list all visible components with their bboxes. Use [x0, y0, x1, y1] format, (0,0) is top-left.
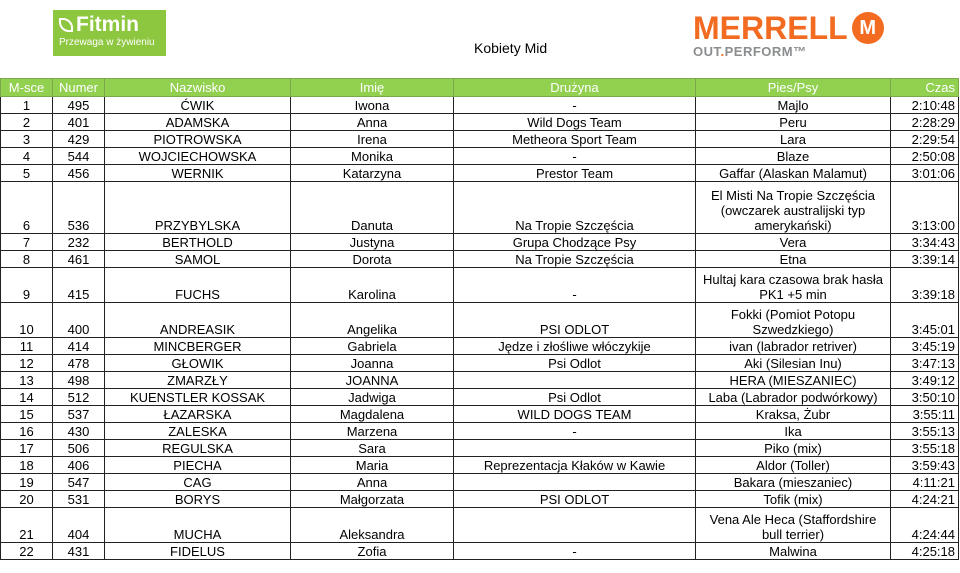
name-cell: Marzena: [291, 423, 454, 440]
column-header-surname: Nazwisko: [105, 79, 291, 97]
team-cell: Prestor Team: [454, 165, 696, 182]
time-cell: 3:39:18: [891, 268, 959, 303]
table-row: [1, 440, 959, 457]
place-cell: 16: [1, 423, 53, 440]
table-row: [1, 508, 959, 543]
name-cell: Joanna: [291, 355, 454, 372]
number-cell: 544: [53, 148, 105, 165]
column-header-number: Numer: [53, 79, 105, 97]
number-cell: 456: [53, 165, 105, 182]
name-cell: Gabriela: [291, 338, 454, 355]
dog-cell: Vera: [696, 234, 891, 251]
table-row: [1, 389, 959, 406]
team-cell: Metheora Sport Team: [454, 131, 696, 148]
time-cell: 3:39:14: [891, 251, 959, 268]
number-cell: 401: [53, 114, 105, 131]
table-row: [1, 268, 959, 303]
name-cell: JOANNA: [291, 372, 454, 389]
surname-cell: ĆWIK: [105, 97, 291, 114]
name-cell: Irena: [291, 131, 454, 148]
table-row: [1, 165, 959, 182]
time-cell: 2:28:29: [891, 114, 959, 131]
team-cell: PSI ODLOT: [454, 303, 696, 338]
time-cell: 4:11:21: [891, 474, 959, 491]
time-cell: 4:24:21: [891, 491, 959, 508]
number-cell: 506: [53, 440, 105, 457]
dog-cell: Piko (mix): [696, 440, 891, 457]
time-cell: 4:24:44: [891, 508, 959, 543]
table-row: [1, 148, 959, 165]
number-cell: 406: [53, 457, 105, 474]
team-cell: -: [454, 148, 696, 165]
place-cell: 2: [1, 114, 53, 131]
number-cell: 531: [53, 491, 105, 508]
table-row: [1, 182, 959, 234]
number-cell: 536: [53, 182, 105, 234]
table-row: [1, 372, 959, 389]
table-row: [1, 114, 959, 131]
time-cell: 3:55:18: [891, 440, 959, 457]
table-row: [1, 543, 959, 560]
dog-cell: Tofik (mix): [696, 491, 891, 508]
time-cell: 2:50:08: [891, 148, 959, 165]
team-cell: [454, 440, 696, 457]
team-cell: Grupa Chodzące Psy: [454, 234, 696, 251]
surname-cell: GŁOWIK: [105, 355, 291, 372]
team-cell: -: [454, 268, 696, 303]
time-cell: 3:50:10: [891, 389, 959, 406]
place-cell: 7: [1, 234, 53, 251]
dog-cell: Fokki (Pomiot Potopu Szwedzkiego): [696, 303, 891, 338]
time-cell: 3:49:12: [891, 372, 959, 389]
surname-cell: CAG: [105, 474, 291, 491]
column-header-name: Imię: [291, 79, 454, 97]
time-cell: 3:45:19: [891, 338, 959, 355]
fitmin-logo-tagline: Przewaga w żywieniu: [59, 37, 155, 48]
leaf-icon: [59, 18, 73, 32]
name-cell: Anna: [291, 474, 454, 491]
team-cell: -: [454, 543, 696, 560]
time-cell: 3:01:06: [891, 165, 959, 182]
surname-cell: FIDELUS: [105, 543, 291, 560]
time-cell: 3:47:13: [891, 355, 959, 372]
team-cell: Reprezentacja Kłaków w Kawie: [454, 457, 696, 474]
surname-cell: MINCBERGER: [105, 338, 291, 355]
number-cell: 498: [53, 372, 105, 389]
time-cell: 3:59:43: [891, 457, 959, 474]
team-cell: -: [454, 97, 696, 114]
dog-cell: Laba (Labrador podwórkowy): [696, 389, 891, 406]
merrell-logo-tagline: OUT.PERFORM™: [693, 44, 807, 59]
table-row: [1, 251, 959, 268]
surname-cell: ZALESKA: [105, 423, 291, 440]
time-cell: 3:55:13: [891, 423, 959, 440]
team-cell: [454, 372, 696, 389]
name-cell: Anna: [291, 114, 454, 131]
name-cell: Dorota: [291, 251, 454, 268]
page-header: [0, 0, 960, 78]
place-cell: 6: [1, 182, 53, 234]
number-cell: 232: [53, 234, 105, 251]
results-table-body: [1, 97, 959, 560]
place-cell: 4: [1, 148, 53, 165]
surname-cell: BORYS: [105, 491, 291, 508]
place-cell: 9: [1, 268, 53, 303]
place-cell: 5: [1, 165, 53, 182]
number-cell: 429: [53, 131, 105, 148]
surname-cell: PRZYBYLSKA: [105, 182, 291, 234]
merrell-logo-name: MERRELL: [693, 10, 848, 46]
table-row: [1, 457, 959, 474]
dog-cell: Ika: [696, 423, 891, 440]
dog-cell: Peru: [696, 114, 891, 131]
table-row: [1, 338, 959, 355]
surname-cell: BERTHOLD: [105, 234, 291, 251]
table-row: [1, 303, 959, 338]
dog-cell: Aldor (Toller): [696, 457, 891, 474]
results-table: [0, 78, 959, 560]
surname-cell: REGULSKA: [105, 440, 291, 457]
name-cell: Katarzyna: [291, 165, 454, 182]
time-cell: 3:34:43: [891, 234, 959, 251]
dog-cell: Malwina: [696, 543, 891, 560]
surname-cell: MUCHA: [105, 508, 291, 543]
number-cell: 537: [53, 406, 105, 423]
number-cell: 415: [53, 268, 105, 303]
place-cell: 22: [1, 543, 53, 560]
name-cell: Angelika: [291, 303, 454, 338]
name-cell: Sara: [291, 440, 454, 457]
dog-cell: Vena Ale Heca (Staffordshire bull terrier): [696, 508, 891, 543]
table-row: [1, 491, 959, 508]
dog-cell: ivan (labrador retriver): [696, 338, 891, 355]
number-cell: 512: [53, 389, 105, 406]
team-cell: Wild Dogs Team: [454, 114, 696, 131]
dog-cell: Gaffar (Alaskan Malamut): [696, 165, 891, 182]
column-header-dog: Pies/Psy: [696, 79, 891, 97]
time-cell: 2:10:48: [891, 97, 959, 114]
surname-cell: ŁAZARSKA: [105, 406, 291, 423]
column-header-team: Drużyna: [454, 79, 696, 97]
number-cell: 461: [53, 251, 105, 268]
place-cell: 1: [1, 97, 53, 114]
place-cell: 15: [1, 406, 53, 423]
table-row: [1, 131, 959, 148]
surname-cell: PIECHA: [105, 457, 291, 474]
number-cell: 414: [53, 338, 105, 355]
name-cell: Jadwiga: [291, 389, 454, 406]
table-row: [1, 97, 959, 114]
place-cell: 8: [1, 251, 53, 268]
table-header-row: [1, 79, 959, 97]
place-cell: 17: [1, 440, 53, 457]
surname-cell: ANDREASIK: [105, 303, 291, 338]
dog-cell: Hultaj kara czasowa brak hasła PK1 +5 min: [696, 268, 891, 303]
team-cell: Na Tropie Szczęścia: [454, 182, 696, 234]
time-cell: 3:45:01: [891, 303, 959, 338]
surname-cell: ADAMSKA: [105, 114, 291, 131]
place-cell: 14: [1, 389, 53, 406]
surname-cell: PIOTROWSKA: [105, 131, 291, 148]
table-row: [1, 355, 959, 372]
number-cell: 495: [53, 97, 105, 114]
place-cell: 18: [1, 457, 53, 474]
dog-cell: El Misti Na Tropie Szczęścia (owczarek australijski typ amerykański): [696, 182, 891, 234]
name-cell: Monika: [291, 148, 454, 165]
place-cell: 12: [1, 355, 53, 372]
team-cell: WILD DOGS TEAM: [454, 406, 696, 423]
number-cell: 400: [53, 303, 105, 338]
team-cell: [454, 508, 696, 543]
time-cell: 3:13:00: [891, 182, 959, 234]
surname-cell: ZMARZŁY: [105, 372, 291, 389]
time-cell: 4:25:18: [891, 543, 959, 560]
fitmin-logo-name: Fitmin: [76, 13, 139, 36]
place-cell: 21: [1, 508, 53, 543]
team-cell: [454, 474, 696, 491]
surname-cell: KUENSTLER KOSSAK: [105, 389, 291, 406]
team-cell: PSI ODLOT: [454, 491, 696, 508]
team-cell: Psi Odlot: [454, 389, 696, 406]
name-cell: Aleksandra: [291, 508, 454, 543]
dog-cell: Aki (Silesian Inu): [696, 355, 891, 372]
number-cell: 404: [53, 508, 105, 543]
page-title: Kobiety Mid: [474, 40, 548, 56]
dog-cell: Majlo: [696, 97, 891, 114]
table-row: [1, 423, 959, 440]
surname-cell: WERNIK: [105, 165, 291, 182]
name-cell: Magdalena: [291, 406, 454, 423]
dog-cell: Etna: [696, 251, 891, 268]
team-cell: Psi Odlot: [454, 355, 696, 372]
dog-cell: Blaze: [696, 148, 891, 165]
surname-cell: SAMOL: [105, 251, 291, 268]
column-header-place: M-sce: [1, 79, 53, 97]
team-cell: -: [454, 423, 696, 440]
table-row: [1, 406, 959, 423]
name-cell: Zofia: [291, 543, 454, 560]
number-cell: 547: [53, 474, 105, 491]
time-cell: 2:29:54: [891, 131, 959, 148]
table-row: [1, 474, 959, 491]
dog-cell: Kraksa, Żubr: [696, 406, 891, 423]
column-header-time: Czas: [891, 79, 959, 97]
place-cell: 3: [1, 131, 53, 148]
merrell-logo: [693, 12, 908, 60]
place-cell: 19: [1, 474, 53, 491]
dog-cell: Lara: [696, 131, 891, 148]
dog-cell: HERA (MIESZANIEC): [696, 372, 891, 389]
surname-cell: WOJCIECHOWSKA: [105, 148, 291, 165]
place-cell: 10: [1, 303, 53, 338]
number-cell: 478: [53, 355, 105, 372]
name-cell: Maria: [291, 457, 454, 474]
surname-cell: FUCHS: [105, 268, 291, 303]
team-cell: Na Tropie Szczęścia: [454, 251, 696, 268]
place-cell: 20: [1, 491, 53, 508]
number-cell: 430: [53, 423, 105, 440]
place-cell: 13: [1, 372, 53, 389]
table-row: [1, 234, 959, 251]
merrell-m-icon: M: [852, 12, 884, 44]
time-cell: 3:55:11: [891, 406, 959, 423]
name-cell: Iwona: [291, 97, 454, 114]
name-cell: Małgorzata: [291, 491, 454, 508]
name-cell: Justyna: [291, 234, 454, 251]
fitmin-logo: [53, 10, 166, 56]
team-cell: Jędze i złośliwe włóczykije: [454, 338, 696, 355]
name-cell: Danuta: [291, 182, 454, 234]
dog-cell: Bakara (mieszaniec): [696, 474, 891, 491]
name-cell: Karolina: [291, 268, 454, 303]
number-cell: 431: [53, 543, 105, 560]
place-cell: 11: [1, 338, 53, 355]
